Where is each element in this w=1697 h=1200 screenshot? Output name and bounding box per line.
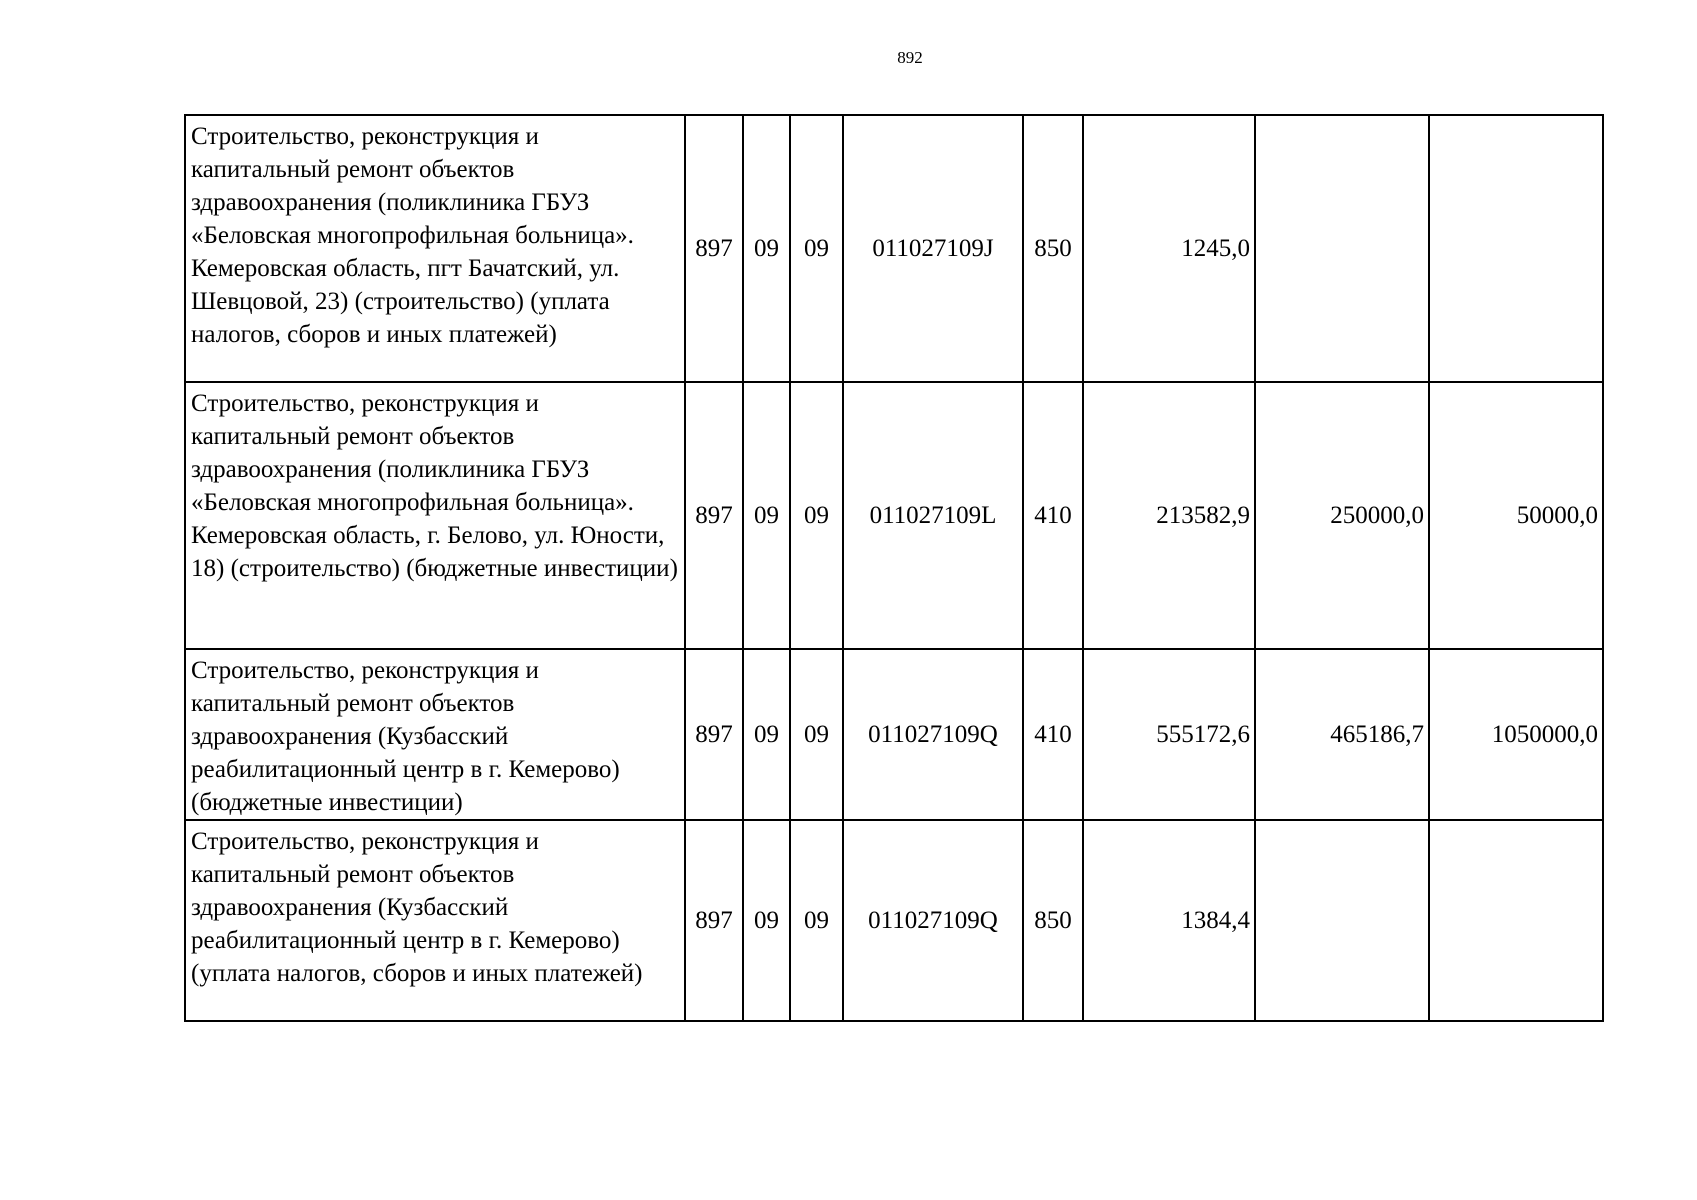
target-article-code: 011027109Q [843,820,1023,1021]
ministry-code: 897 [685,649,743,820]
target-article-code: 011027109L [843,382,1023,649]
table-row [185,115,1603,382]
target-article-code: 011027109Q [843,649,1023,820]
amount-year-3 [1429,820,1603,1021]
expense-type-code: 410 [1023,382,1083,649]
expense-type-code: 850 [1023,115,1083,382]
amount-year-1: 213582,9 [1083,382,1255,649]
ministry-code: 897 [685,382,743,649]
section-code: 09 [743,115,790,382]
row-description: Строительство, реконструкция и капитальный ремонт объектов здравоохранения (поликлиника ГБУЗ «Беловская многопрофильная больница». Кемеровская область, г. Белово, ул. Юности, 18) (строительство) (бюджетные инвестиции) [185,382,685,649]
expense-type-code: 850 [1023,820,1083,1021]
subsection-code: 09 [790,115,843,382]
amount-year-1: 555172,6 [1083,649,1255,820]
table-row [185,820,1603,1021]
section-code: 09 [743,649,790,820]
page-number: 892 [897,48,923,67]
ministry-code: 897 [685,820,743,1021]
section-code: 09 [743,820,790,1021]
subsection-code: 09 [790,382,843,649]
amount-year-1: 1384,4 [1083,820,1255,1021]
amount-year-3: 50000,0 [1429,382,1603,649]
target-article-code: 011027109J [843,115,1023,382]
table-row [185,382,1603,649]
subsection-code: 09 [790,649,843,820]
amount-year-2: 250000,0 [1255,382,1429,649]
amount-year-3: 1050000,0 [1429,649,1603,820]
row-description: Строительство, реконструкция и капитальный ремонт объектов здравоохранения (Кузбасский реабилитационный центр в г. Кемерово) (бюджетные инвестиции) [185,649,685,820]
row-description: Строительство, реконструкция и капитальный ремонт объектов здравоохранения (поликлиника ГБУЗ «Беловская многопрофильная больница». Кемеровская область, пгт Бачатский, ул. Шевцовой, 23) (строительство) (уплата налогов, сборов и иных платежей) [185,115,685,382]
amount-year-3 [1429,115,1603,382]
amount-year-2 [1255,115,1429,382]
amount-year-2 [1255,820,1429,1021]
budget-table [184,114,1604,1022]
amount-year-1: 1245,0 [1083,115,1255,382]
section-code: 09 [743,382,790,649]
subsection-code: 09 [790,820,843,1021]
amount-year-2: 465186,7 [1255,649,1429,820]
ministry-code: 897 [685,115,743,382]
row-description: Строительство, реконструкция и капитальный ремонт объектов здравоохранения (Кузбасский реабилитационный центр в г. Кемерово) (уплата налогов, сборов и иных платежей) [185,820,685,1021]
expense-type-code: 410 [1023,649,1083,820]
table-row [185,649,1603,820]
